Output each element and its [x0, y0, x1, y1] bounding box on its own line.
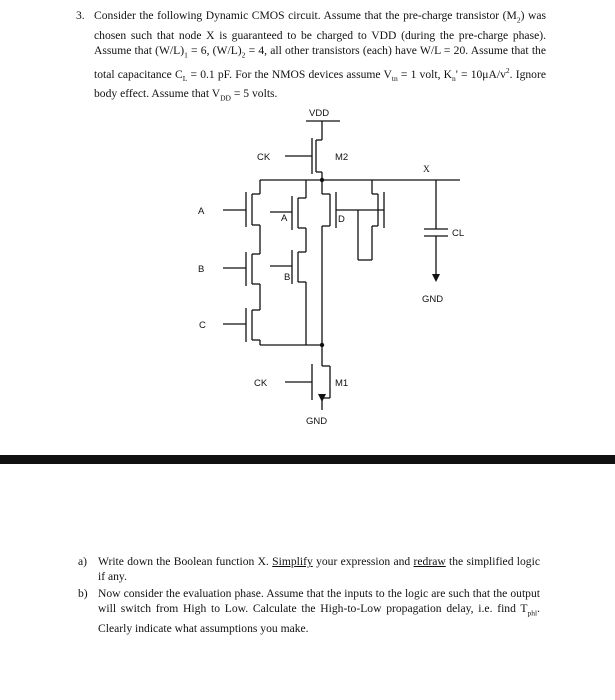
problem-text-part: . Ignore body effect. Assume that V: [94, 67, 546, 100]
a-outer-label: A: [198, 206, 205, 217]
problem-text-part: Consider the following Dynamic CMOS circuit. Assume that the pre-charge transistor (M: [94, 9, 517, 22]
subscript: n: [452, 73, 456, 83]
vdd-label: VDD: [309, 108, 330, 119]
ck-bottom-label: CK: [254, 378, 268, 389]
b-inner-label: B: [284, 272, 291, 283]
problem-number: 3.: [76, 9, 85, 22]
cl-label: CL: [452, 228, 465, 239]
question-a-text: your expression and: [316, 555, 411, 568]
subscript: 2: [241, 50, 246, 60]
question-a-redraw: redraw: [413, 555, 446, 568]
problem-text-part: = 0.1 pF. For the NMOS devices assume V: [187, 67, 392, 81]
cl-ground-arrow: [432, 274, 440, 282]
b-outer-label: B: [198, 264, 205, 275]
subscript: phl: [527, 608, 538, 618]
subscript: tn: [391, 73, 398, 83]
questions-section: [0, 464, 615, 700]
question-a-simplify: Simplify: [272, 555, 313, 568]
question-b: [78, 586, 540, 636]
problem-text-part: = 1 volt, K: [397, 67, 453, 81]
problem-text-part: = 5 volts.: [230, 86, 278, 100]
problem-text-part: = 4, all other transistors (each) have W/L = 20. Assume that the total capacitance C: [94, 43, 546, 81]
subscript: 2: [516, 15, 521, 25]
question-a-text: Write down the Boolean function X.: [98, 555, 269, 568]
question-a: [78, 554, 540, 585]
problem-text-part: = 6, (W/L): [187, 43, 242, 57]
superscript: 2: [505, 65, 510, 75]
question-a-label: a): [78, 555, 88, 568]
ck-top-label: CK: [257, 152, 271, 163]
c-label: C: [199, 320, 206, 331]
gnd-right-label: GND: [422, 294, 444, 305]
question-b-text: Now consider the evaluation phase. Assume that the inputs to the logic are such that the output will switch from High to Low. Calculate the High-to-Low propagation delay, i.e. find T: [98, 586, 540, 615]
m2-label: M2: [335, 152, 349, 163]
section-divider: [0, 455, 615, 464]
subscript: 1: [184, 50, 188, 60]
a-inner-label: A: [281, 213, 288, 224]
x-label: X: [423, 165, 430, 175]
question-a-text: the simplified logic if any.: [98, 555, 540, 584]
m1-label: M1: [335, 378, 349, 389]
question-list: [78, 554, 540, 637]
problem-text-part: ' = 10μA/v: [455, 67, 506, 81]
question-b-label: b): [78, 586, 88, 600]
problem-text-part: ) was chosen such that node X is guaranteed to be charged to VDD (during the pre-charge phase). Assume that (W/L): [94, 9, 547, 57]
question-b-text: . Clearly indicate what assumptions you make.: [98, 601, 540, 635]
subscript: DD: [220, 93, 231, 103]
subscript: L: [182, 73, 188, 83]
d-label: D: [338, 214, 345, 225]
gnd-bottom-label: GND: [306, 416, 328, 427]
